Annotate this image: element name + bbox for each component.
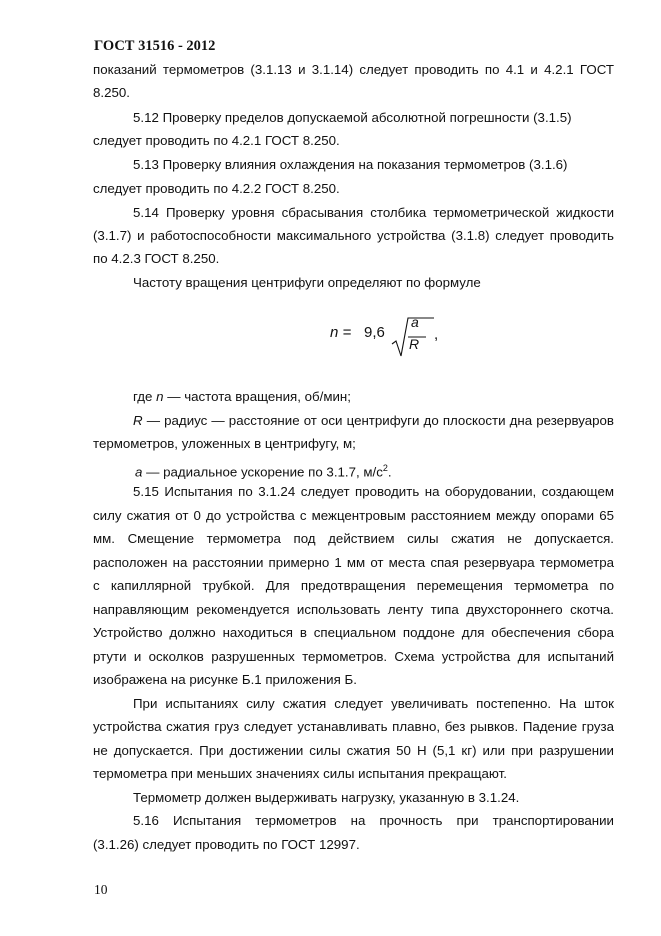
para-515-line: изображена на рисунке Б.1 приложения Б. — [93, 672, 357, 687]
para-515-line: 5.15 Испытания по 3.1.24 следует проводить на оборудовании, создающем — [133, 484, 614, 499]
text-line: 5.14 Проверку уровня сбрасывания столбика термометрической жидкости — [133, 205, 614, 220]
text-line: следует проводить по 4.2.2 ГОСТ 8.250. — [93, 181, 340, 196]
para-hold: Термометр должен выдерживать нагрузку, указанную в 3.1.24. — [133, 790, 520, 805]
formula-lhs: n = — [330, 324, 352, 341]
text-line: 5.12 Проверку пределов допускаемой абсолютной погрешности (3.1.5) — [133, 110, 572, 125]
para-516-line: (3.1.26) следует проводить по ГОСТ 12997. — [93, 837, 360, 852]
formula-numerator: a — [411, 314, 419, 330]
where-line-n: где n — частота вращения, об/мин; — [133, 389, 351, 404]
para-515-line: мм. Смещение термометра под действием силы сжатия не допускается. — [93, 531, 614, 546]
para-load-line: устройства сжатия груз следует устанавливать плавно, без рывков. Падение груза — [93, 719, 614, 734]
centrifuge-formula — [330, 312, 439, 356]
formula-denominator: R — [409, 336, 420, 352]
where-line-r-cont: термометров, уложенных в центрифугу, м; — [93, 436, 356, 451]
text-line: Частоту вращения центрифуги определяют по формуле — [133, 275, 481, 290]
formula-coefficient: 9,6 — [364, 324, 385, 341]
page-number: 10 — [94, 882, 108, 897]
text-line: 8.250. — [93, 85, 130, 100]
where-line-r: R — радиус — расстояние от оси центрифуги до плоскости дна резервуаров — [133, 413, 614, 428]
para-515-line: силу сжатия от 0 до устройства с межцентровым расстоянием между опорами 65 — [93, 508, 614, 523]
text-line: по 4.2.3 ГОСТ 8.250. — [93, 251, 220, 266]
para-515-line: направляющим рекомендуется использовать ленту типа двухстороннего скотча. — [93, 602, 614, 617]
where-line-a: a — радиальное ускорение по 3.1.7, $м/с^2$. — [135, 463, 392, 480]
para-load-line: термометра при меньших значениях силы испытания прекращают. — [93, 766, 507, 781]
page-header: ГОСТ 31516 - 2012 — [94, 38, 216, 54]
para-515-line: с капиллярной трубкой. Для предотвращения перемещения термометра по — [93, 578, 614, 593]
para-515-line: ртути и осколков разрушенных термометров. Схема устройства для испытаний — [93, 649, 614, 664]
para-515-line: Устройство должно находиться в специальном поддоне для обеспечения сбора — [93, 625, 614, 640]
para-515-line: расположен на расстоянии примерно 1 мм от места спая резервуара термометра — [93, 555, 614, 570]
formula-comma: , — [434, 326, 439, 343]
para-load-line: не допускается. При достижении силы сжатия 50 Н (5,1 кг) или при разрушении — [93, 743, 614, 758]
para-load-line: При испытаниях силу сжатия следует увеличивать постепенно. На шток — [133, 696, 614, 711]
text-line: 5.13 Проверку влияния охлаждения на показания термометров (3.1.6) — [133, 157, 568, 172]
para-516-line: 5.16 Испытания термометров на прочность при транспортировании — [133, 813, 614, 828]
text-line: (3.1.7) и работоспособности максимального устройства (3.1.8) следует проводить — [93, 228, 614, 243]
text-line: показаний термометров (3.1.13 и 3.1.14) следует проводить по 4.1 и 4.2.1 ГОСТ — [93, 62, 614, 77]
text-line: следует проводить по 4.2.1 ГОСТ 8.250. — [93, 133, 340, 148]
